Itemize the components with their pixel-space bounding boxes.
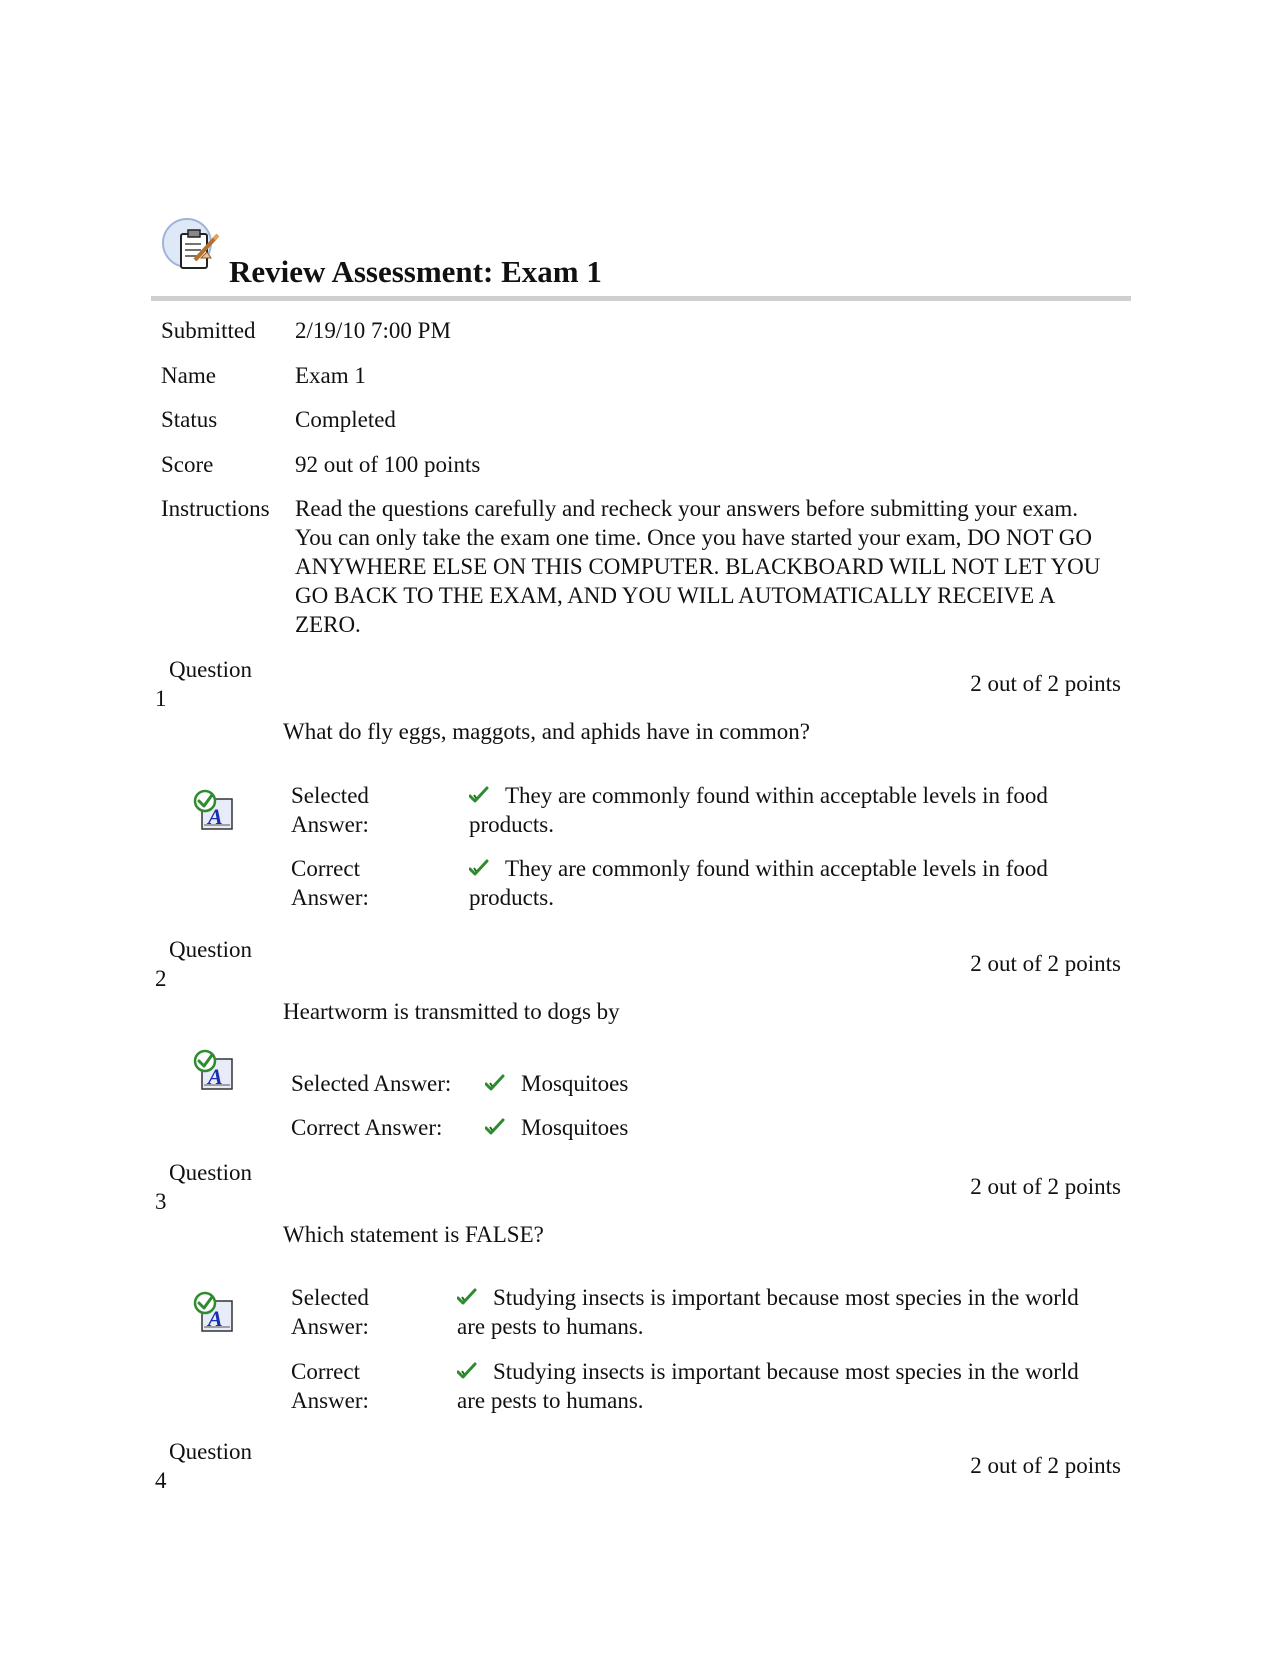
check-mark-icon (457, 1288, 477, 1306)
selected-answer-label: Selected Answer: (291, 1285, 369, 1339)
question-word: Question (169, 1439, 253, 1464)
instructions-value: Read the questions carefully and recheck your answers before submitting your exam. You can only take the exam one time. Once you have started your exam, DO NOT GO ANYWHERE ELSE ON THIS COMPUTER. BLACKBOARD WILL NOT LET YOU GO BACK TO THE EXAM, AND YOU WILL AUTOMATICALLY RECEIVE A ZERO. (295, 496, 1101, 637)
question-points: 2 out of 2 points (970, 1174, 1121, 1199)
check-mark-icon (485, 1074, 505, 1092)
status-label: Status (161, 407, 218, 432)
name-value: Exam 1 (295, 363, 366, 388)
selected-answer-value (485, 1069, 628, 1098)
check-mark-icon (457, 1362, 477, 1380)
submitted-value: 2/19/10 7:00 PM (295, 318, 451, 343)
answer-correct-icon (193, 1291, 237, 1335)
score-value: 92 out of 100 points (295, 452, 481, 477)
name-label: Name (161, 363, 216, 388)
clipboard-pencil-icon (161, 218, 221, 278)
correct-answer-value (457, 1357, 1097, 1415)
question-word: Question (169, 937, 253, 962)
instructions-label: Instructions (161, 496, 270, 521)
question-label (151, 1158, 266, 1216)
question-label (151, 1437, 266, 1495)
question-points: 2 out of 2 points (970, 951, 1121, 976)
check-mark-icon (469, 859, 489, 877)
question-word: Question (169, 1160, 253, 1185)
assessment-page (151, 218, 1131, 1493)
correct-answer-text: They are commonly found within acceptable levels in food products. (469, 856, 1048, 910)
selected-answer-value (457, 1283, 1097, 1341)
selected-answer-text: They are commonly found within acceptable levels in food products. (469, 783, 1048, 837)
question-text: What do fly eggs, maggots, and aphids have in common? (283, 719, 810, 744)
status-value: Completed (295, 407, 396, 432)
selected-answer-label: Selected Answer: (291, 783, 369, 837)
answer-correct-icon (193, 789, 237, 833)
question-text: Heartworm is transmitted to dogs by (283, 999, 620, 1024)
correct-answer-text: Studying insects is important because most species in the world are pests to humans. (457, 1359, 1079, 1413)
correct-answer-value (485, 1113, 628, 1142)
page-header (151, 218, 1131, 298)
question-number: 4 (155, 1468, 167, 1493)
answer-correct-icon (193, 1049, 237, 1093)
correct-answer-label: Correct Answer: (291, 1115, 443, 1140)
question-label (151, 935, 266, 993)
header-divider (151, 296, 1131, 301)
correct-answer-label: Correct Answer: (291, 1359, 369, 1413)
score-label: Score (161, 452, 214, 477)
correct-answer-text: Mosquitoes (521, 1115, 629, 1140)
question-number: 1 (155, 686, 167, 711)
question-label (151, 655, 266, 713)
question-text: Which statement is FALSE? (283, 1222, 544, 1247)
question-number: 3 (155, 1189, 167, 1214)
selected-answer-label: Selected Answer: (291, 1071, 452, 1096)
check-mark-icon (469, 786, 489, 804)
submitted-label: Submitted (161, 318, 256, 343)
correct-answer-value (469, 854, 1119, 912)
check-mark-icon (485, 1118, 505, 1136)
selected-answer-text: Studying insects is important because most species in the world are pests to humans. (457, 1285, 1079, 1339)
page-title: Review Assessment: Exam 1 (229, 254, 602, 289)
question-word: Question (169, 657, 253, 682)
question-number: 2 (155, 966, 167, 991)
question-points: 2 out of 2 points (970, 1453, 1121, 1478)
correct-answer-label: Correct Answer: (291, 856, 369, 910)
selected-answer-value (469, 781, 1119, 839)
selected-answer-text: Mosquitoes (521, 1071, 629, 1096)
question-points: 2 out of 2 points (970, 671, 1121, 696)
